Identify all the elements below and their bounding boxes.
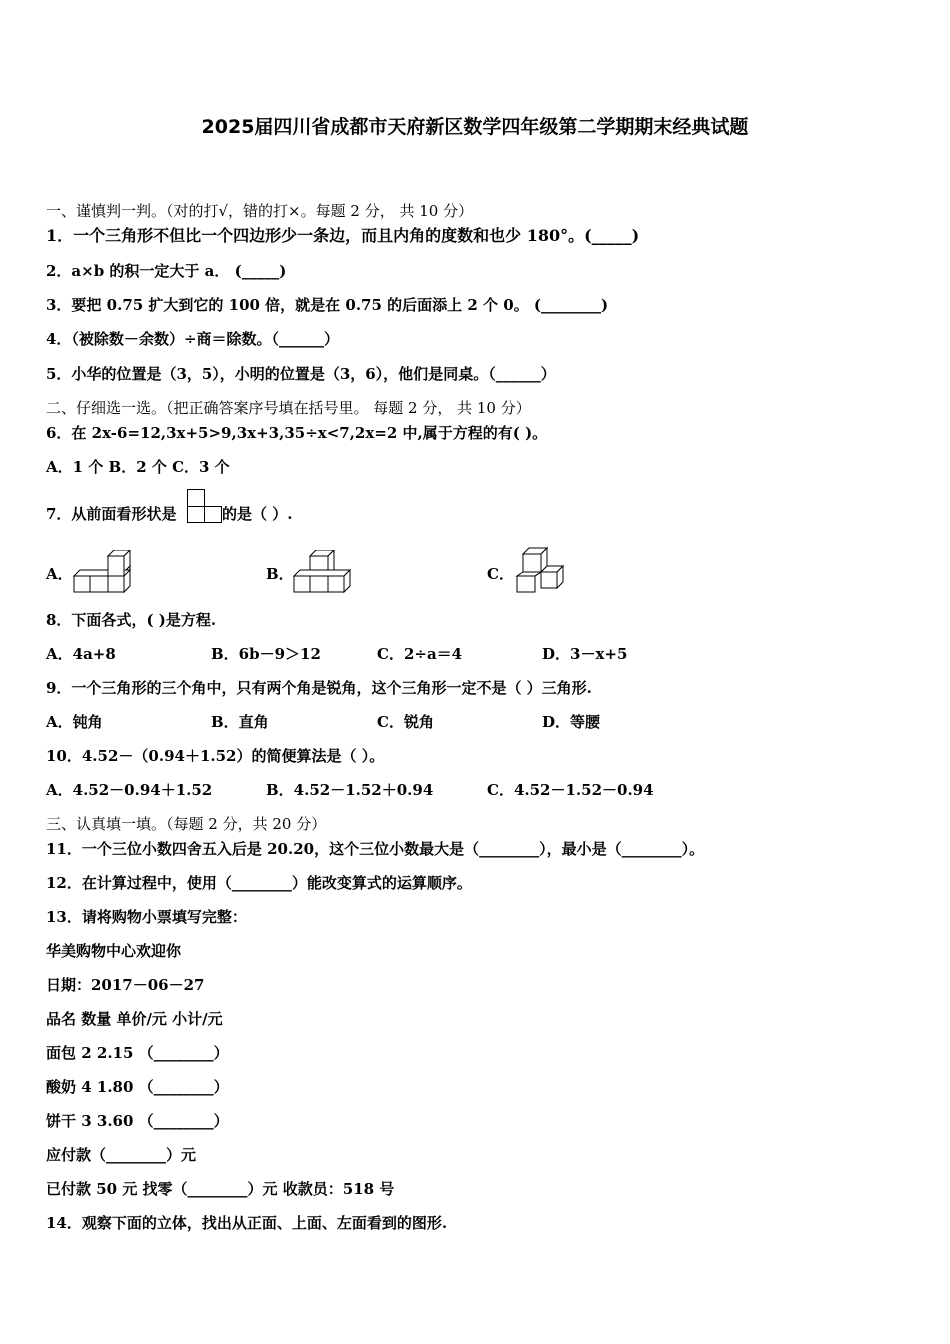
receipt-date: 日期：2017－06－27 bbox=[46, 976, 205, 994]
cube-stack-a-icon bbox=[72, 550, 134, 596]
question-6: 6．在 2x-6=12,3x+5>9,3x+3,35÷x<7,2x=2 中,属于方程的有( )。 bbox=[46, 424, 548, 442]
question-8-option-b: B．6b－9＞12 bbox=[211, 645, 321, 663]
question-7-option-c-label: C． bbox=[487, 565, 514, 583]
receipt-store-name: 华美购物中心欢迎你 bbox=[46, 942, 182, 960]
receipt-paid: 已付款 50 元 找零（________）元 收款员：518 号 bbox=[46, 1180, 395, 1198]
question-7-option-a-label: A． bbox=[46, 565, 73, 583]
receipt-row-bread: 面包 2 2.15 （________） bbox=[46, 1044, 229, 1062]
question-7-option-b-label: B． bbox=[266, 565, 294, 583]
question-1: 1．一个三角形不但比一个四边形少一条边，而且内角的度数和也少 180°。(_____) bbox=[46, 226, 640, 245]
question-10-option-c: C．4.52－1.52－0.94 bbox=[487, 781, 654, 799]
receipt-header: 品名 数量 单价/元 小计/元 bbox=[46, 1010, 223, 1028]
question-9-option-d: D．等腰 bbox=[542, 713, 601, 731]
question-2: 2．a×b 的积一定大于 a． (_____) bbox=[46, 262, 287, 280]
question-10: 10．4.52－（0.94＋1.52）的简便算法是（ ）。 bbox=[46, 747, 385, 765]
question-10-option-a: A．4.52－0.94＋1.52 bbox=[46, 781, 213, 799]
question-10-option-b: B．4.52－1.52＋0.94 bbox=[266, 781, 434, 799]
front-view-shape-icon bbox=[186, 488, 224, 524]
receipt-row-yogurt: 酸奶 4 1.80 （________） bbox=[46, 1078, 229, 1096]
question-11: 11．一个三位小数四舍五入后是 20.20，这个三位小数最大是（________），最小是（________）。 bbox=[46, 840, 705, 858]
receipt-row-biscuit: 饼干 3 3.60 （________） bbox=[46, 1112, 229, 1130]
question-9-option-c: C．锐角 bbox=[377, 713, 434, 731]
section-heading-3: 三、认真填一填。（每题 2 分，共 20 分） bbox=[46, 815, 327, 833]
page-title: 2025届四川省成都市天府新区数学四年级第二学期期末经典试题 bbox=[201, 116, 749, 138]
question-9-option-a: A．钝角 bbox=[46, 713, 103, 731]
section-heading-1: 一、谨慎判一判。（对的打√，错的打×。每题 2 分， 共 10 分） bbox=[46, 202, 474, 220]
question-7-suffix: 的是（ ）. bbox=[222, 505, 293, 523]
question-8-option-a: A．4a+8 bbox=[46, 645, 116, 663]
section-heading-2: 二、仔细选一选。（把正确答案序号填在括号里。 每题 2 分， 共 10 分） bbox=[46, 399, 531, 417]
question-12: 12．在计算过程中，使用（________）能改变算式的运算顺序。 bbox=[46, 874, 472, 892]
question-8-option-d: D．3－x+5 bbox=[542, 645, 628, 663]
question-5: 5．小华的位置是（3，5），小明的位置是（3，6），他们是同桌。（______） bbox=[46, 365, 556, 383]
question-14: 14．观察下面的立体，找出从正面、上面、左面看到的图形. bbox=[46, 1214, 448, 1232]
question-4: 4．（被除数－余数）÷商＝除数。（______） bbox=[46, 330, 340, 348]
receipt-payable: 应付款（________）元 bbox=[46, 1146, 197, 1164]
question-9: 9．一个三角形的三个角中，只有两个角是锐角，这个三角形一定不是（ ）三角形. bbox=[46, 679, 592, 697]
question-9-option-b: B．直角 bbox=[211, 713, 269, 731]
question-8-option-c: C．2÷a＝4 bbox=[377, 645, 463, 663]
cube-stack-b-icon bbox=[292, 550, 354, 596]
question-3: 3．要把 0.75 扩大到它的 100 倍，就是在 0.75 的后面添上 2 个 0。 (________) bbox=[46, 296, 609, 314]
question-7-prefix: 7．从前面看形状是 bbox=[46, 505, 177, 523]
question-13: 13．请将购物小票填写完整： bbox=[46, 908, 247, 926]
question-6-options: A．1 个 B．2 个 C．3 个 bbox=[46, 458, 230, 476]
cube-stack-c-icon bbox=[513, 546, 567, 596]
question-8: 8．下面各式，( )是方程. bbox=[46, 611, 217, 629]
